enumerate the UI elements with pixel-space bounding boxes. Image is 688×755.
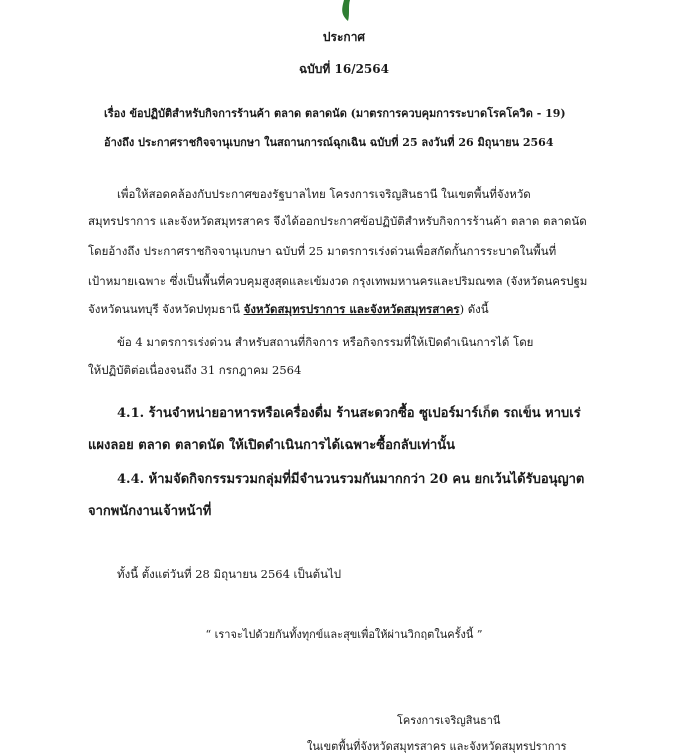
effective-date: ทั้งนี้ ตั้งแต่วันที่ 28 มิถุนายน 2564 เป็นต้นไป: [117, 567, 342, 581]
paragraph-2-line-1: โดยอ้างถึง ประกาศราชกิจจานุเบกษา ฉบับที่ 25 มาตรการเร่งด่วนเพื่อสกัดกั้นการระบาดในพื้นที่: [88, 244, 557, 258]
motto-quote: “ เราจะไปด้วยกันทั้งทุกข์และสุขเพื่อให้ผ่านวิกฤตในครั้งนี้ ”: [205, 628, 483, 641]
paragraph-2-line-3: [88, 301, 489, 319]
signature-org: โครงการเจริญสินธานี: [397, 714, 501, 727]
document-title: ประกาศ: [322, 30, 366, 44]
reference-line: อ้างถึง ประกาศราชกิจจานุเบกษา ในสถานการณ์ฉุกเฉิน ฉบับที่ 25 ลงวันที่ 26 มิถุนายน 2564: [104, 136, 554, 149]
paragraph-3-line-2: ให้ปฏิบัติต่อเนื่องจนถึง 31 กรกฎาคม 2564: [88, 363, 302, 377]
item-4-4-line-2: จากพนักงานเจ้าหน้าที่: [88, 504, 212, 519]
item-4-1-line-1: 4.1. ร้านจำหน่ายอาหารหรือเครื่องดื่ม ร้านสะดวกซื้อ ซูเปอร์มาร์เก็ต รถเข็น หาบเร่: [117, 406, 581, 421]
leaf-logo-icon: [326, 0, 366, 22]
paragraph-3-line-1: ข้อ 4 มาตรการเร่งด่วน สำหรับสถานที่กิจการ หรือกิจกรรมที่ให้เปิดดำเนินการได้ โดย: [117, 335, 534, 349]
paragraph-1-line-1: เพื่อให้สอดคล้องกับประกาศของรัฐบาลไทย โครงการเจริญสินธานี ในเขตพื้นที่จังหวัด: [117, 187, 531, 201]
document-number: ฉบับที่ 16/2564: [299, 62, 389, 76]
paragraph-2-line-2: เป้าหมายเฉพาะ ซึ่งเป็นพื้นที่ควบคุมสูงสุดและเข้มงวด กรุงเทพมหานครและปริมณฑล (จังหวัดนครปฐม: [88, 274, 588, 288]
signature-area: ในเขตพื้นที่จังหวัดสมุทรสาคร และจังหวัดสมุทรปราการ: [307, 740, 567, 753]
paragraph-1-line-2: สมุทรปราการ และจังหวัดสมุทรสาคร จึงได้ออกประกาศข้อปฏิบัติสำหรับกิจการร้านค้า ตลาด ตลาดนัด: [88, 214, 587, 228]
item-4-4-line-1: 4.4. ห้ามจัดกิจกรรมรวมกลุ่มที่มีจำนวนรวมกันมากกว่า 20 คน ยกเว้นได้รับอนุญาต: [117, 472, 585, 487]
highlighted-provinces: จังหวัดสมุทรปราการ และจังหวัดสมุทรสาคร: [243, 302, 460, 316]
provinces-text: จังหวัดนนทบุรี จังหวัดปทุมธานี: [88, 302, 244, 316]
provinces-suffix: ) ดังนี้: [459, 302, 489, 316]
item-4-1-line-2: แผงลอย ตลาด ตลาดนัด ให้เปิดดำเนินการได้เฉพาะซื้อกลับเท่านั้น: [88, 438, 456, 453]
subject-line: เรื่อง ข้อปฏิบัติสำหรับกิจการร้านค้า ตลาด ตลาดนัด (มาตรการควบคุมการระบาดโรคโควิด - 19): [104, 107, 566, 120]
